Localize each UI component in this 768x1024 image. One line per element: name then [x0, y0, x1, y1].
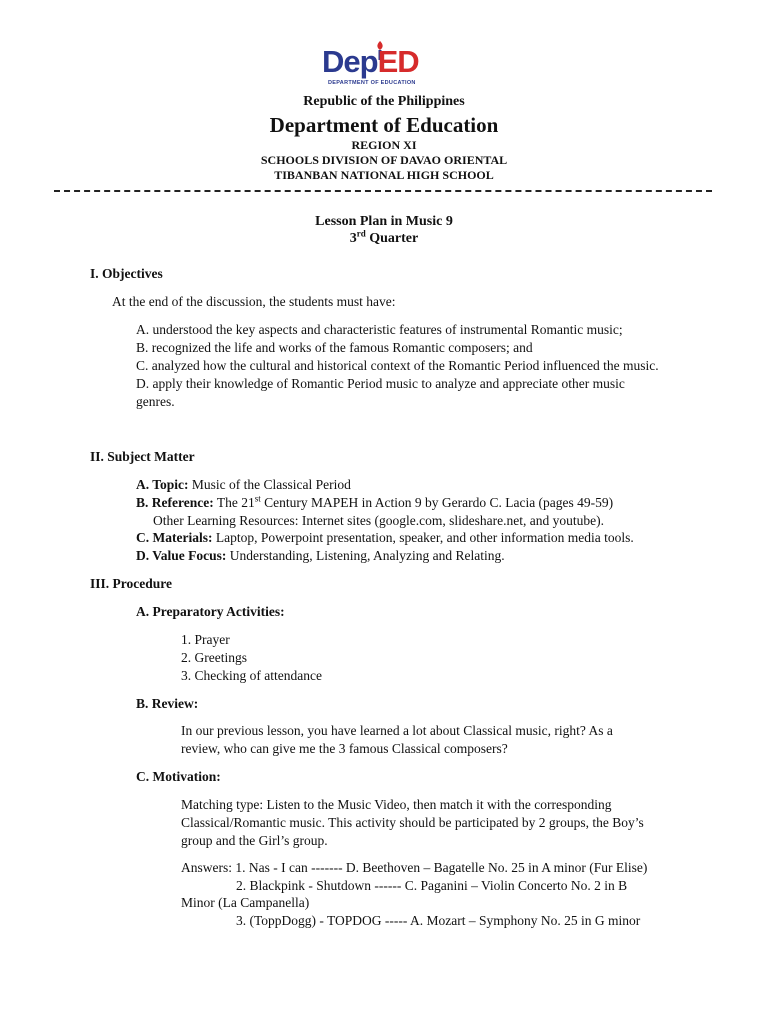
- objective-item: A. understood the key aspects and characteristic features of instrumental Romantic music;: [136, 322, 623, 337]
- answer-line: Answers: 1. Nas - I can ------- D. Beethoven – Bagatelle No. 25 in A minor (Fur Elise): [181, 860, 648, 875]
- answer-line-continued: Minor (La Campanella): [181, 895, 310, 910]
- prep-item: 3. Checking of attendance: [181, 668, 322, 683]
- lesson-title: Lesson Plan in Music 9: [315, 214, 453, 229]
- review-heading: B. Review:: [136, 696, 199, 711]
- division-line: SCHOOLS DIVISION OF DAVAO ORIENTAL: [260, 153, 508, 167]
- department-title: Department of Education: [269, 113, 499, 137]
- other-resources-line: Other Learning Resources: Internet sites (google.com, slideshare.net, and youtube).: [153, 513, 604, 528]
- region-line: REGION XI: [351, 138, 417, 152]
- logo-subtitle: DEPARTMENT OF EDUCATION: [328, 80, 416, 86]
- objective-item: D. apply their knowledge of Romantic Period music to analyze and appreciate other music: [136, 376, 625, 391]
- motivation-text: Classical/Romantic music. This activity should be participated by 2 groups, the Boy’s: [181, 815, 644, 830]
- value-focus-line: D. Value Focus: Understanding, Listening, Analyzing and Relating.: [136, 548, 505, 563]
- objective-item: C. analyzed how the cultural and historical context of the Romantic Period influenced the music.: [136, 358, 659, 373]
- topic-line: A. Topic: Music of the Classical Period: [136, 477, 351, 492]
- motivation-heading: C. Motivation:: [136, 769, 221, 784]
- deped-logo: [322, 40, 450, 92]
- header-divider: [54, 190, 712, 192]
- motivation-text: Matching type: Listen to the Music Video, then match it with the corresponding: [181, 797, 612, 812]
- objective-item: B. recognized the life and works of the famous Romantic composers; and: [136, 340, 533, 355]
- motivation-text: group and the Girl’s group.: [181, 833, 328, 848]
- answer-line: 3. (ToppDogg) - TOPDOG ----- A. Mozart – Symphony No. 25 in G minor: [236, 913, 641, 928]
- republic-line: Republic of the Philippines: [303, 94, 465, 109]
- prep-item: 1. Prayer: [181, 632, 230, 647]
- prep-item: 2. Greetings: [181, 650, 247, 665]
- review-text: review, who can give me the 3 famous Classical composers?: [181, 741, 508, 756]
- preparatory-heading: A. Preparatory Activities:: [136, 604, 285, 619]
- objectives-heading: I. Objectives: [90, 266, 163, 281]
- answer-line: 2. Blackpink - Shutdown ------ C. Paganini – Violin Concerto No. 2 in B: [236, 878, 628, 893]
- reference-line: B. Reference: The 21st Century MAPEH in Action 9 by Gerardo C. Lacia (pages 49-59): [136, 493, 614, 510]
- objectives-intro: At the end of the discussion, the students must have:: [112, 294, 396, 309]
- school-line: TIBANBAN NATIONAL HIGH SCHOOL: [274, 168, 494, 182]
- logo-wordmark: DepED: [322, 44, 419, 79]
- review-text: In our previous lesson, you have learned a lot about Classical music, right? As a: [181, 723, 613, 738]
- objective-item-continued: genres.: [136, 394, 175, 409]
- procedure-heading: III. Procedure: [90, 576, 172, 591]
- quarter-title: 3rd Quarter: [349, 228, 419, 246]
- materials-line: C. Materials: Laptop, Powerpoint presentation, speaker, and other information media tools.: [136, 530, 634, 545]
- subject-matter-heading: II. Subject Matter: [90, 449, 195, 464]
